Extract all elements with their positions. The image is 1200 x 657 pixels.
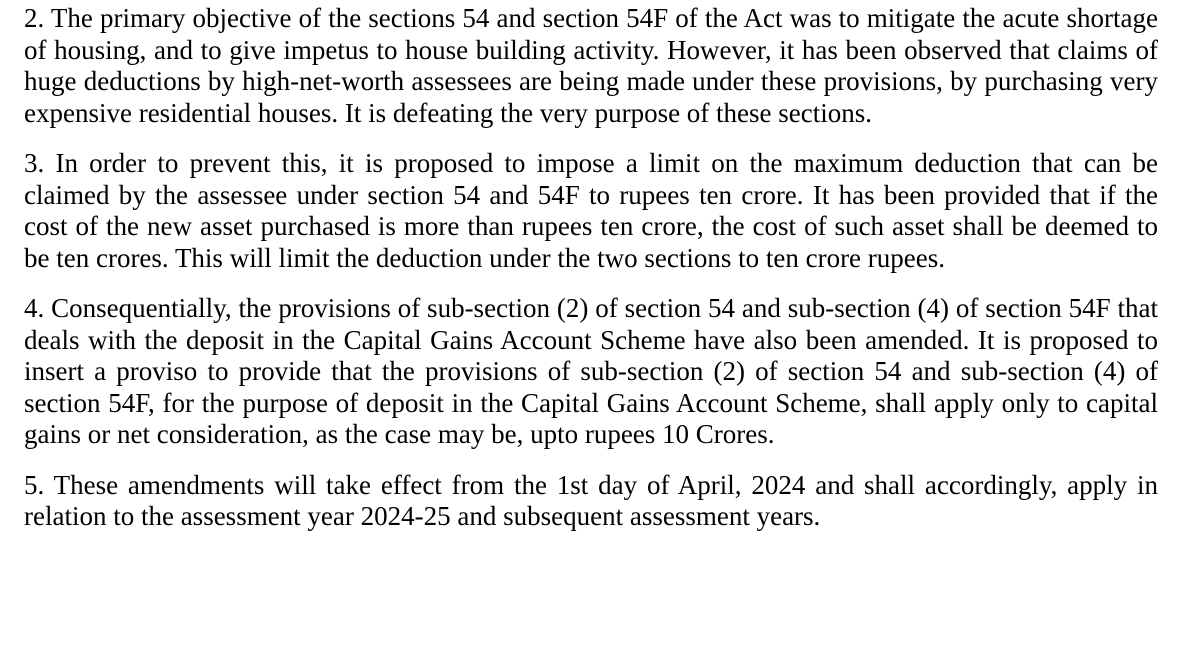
paragraph-3: 3. In order to prevent this, it is proposed to impose a limit on the maximum deduction that can be claimed by the assessee under section 54 and 54F to rupees ten crore. It has been provided that if the cost of the new asset purchased is more than rupees ten crore, the cost of such asset shall be deemed to be ten crores. This will limit the deduction under the two sections to ten crore rupees. — [24, 148, 1158, 273]
paragraph-2: 2. The primary objective of the sections 54 and section 54F of the Act was to mitigate the acute shortage of housing, and to give impetus to house building activity. However, it has been observed that claims of huge deductions by high-net-worth assessees are being made under these provisions, by purchasing very expensive residential houses. It is defeating the very purpose of these sections. — [24, 3, 1158, 128]
paragraph-5: 5. These amendments will take effect from the 1st day of April, 2024 and shall accordingly, apply in relation to the assessment year 2024-25 and subsequent assessment years. — [24, 469, 1158, 531]
paragraph-4: 4. Consequentially, the provisions of sub-section (2) of section 54 and sub-section (4) of section 54F that deals with the deposit in the Capital Gains Account Scheme have also been amended. It is proposed to insert a proviso to provide that the provisions of sub-section (2) of section 54 and sub-section (4) of section 54F, for the purpose of deposit in the Capital Gains Account Scheme, shall apply only to capital gains or net consideration, as the case may be, upto rupees 10 Crores. — [24, 293, 1158, 449]
